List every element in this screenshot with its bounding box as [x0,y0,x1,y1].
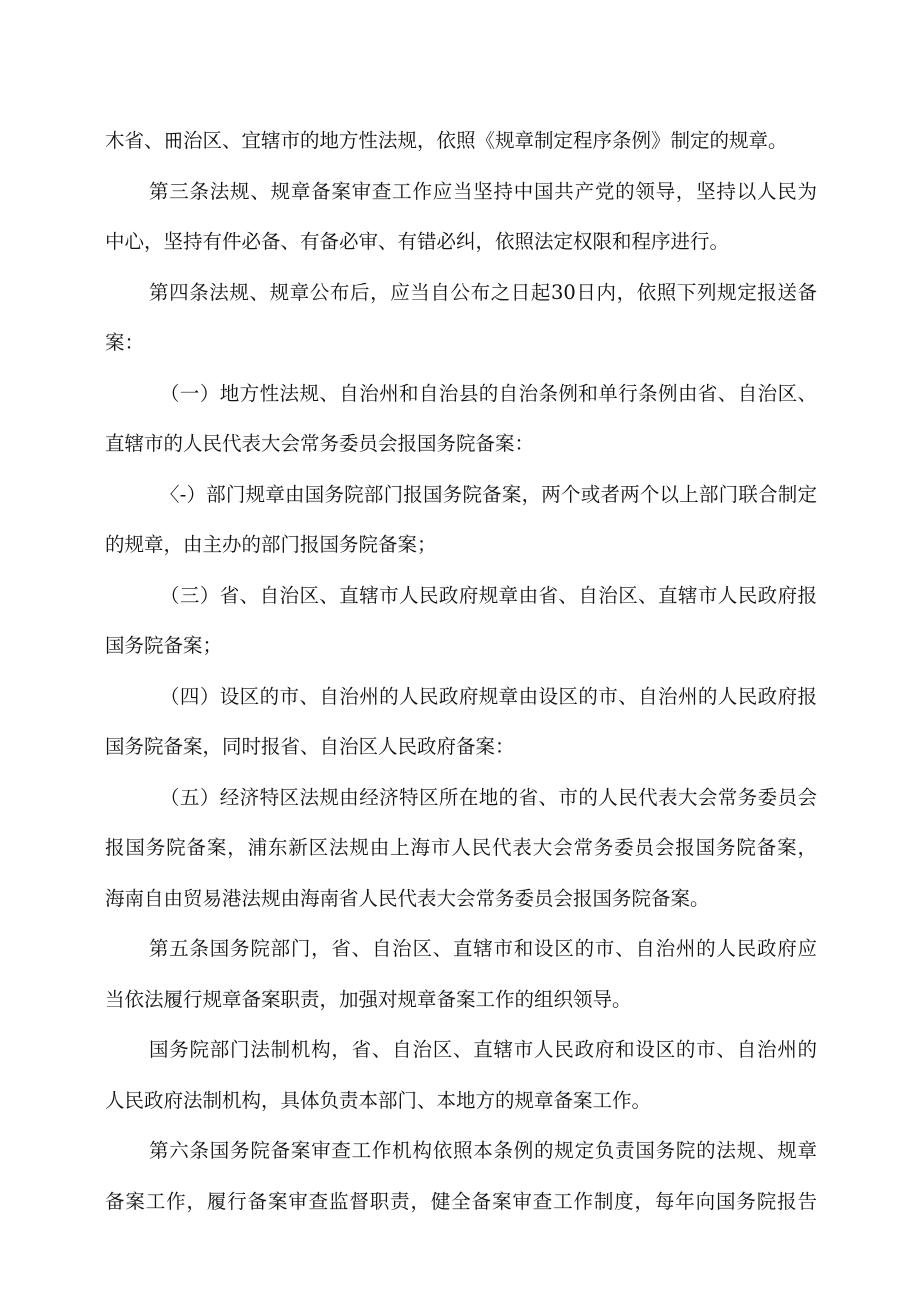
paragraph-line: 第六条国务院备案审查工作机构依照本条例的规定负责国务院的法规、规章 [149,1139,817,1162]
paragraph-line: （四）设区的市、自治州的人民政府规章由设区的市、自治州的人民政府报 [160,685,817,708]
paragraph-line: 案： [105,331,145,354]
paragraph-line: 海南自由贸易港法规由海南省人民代表大会常务委员会报国务院备案。 [105,887,710,910]
paragraph-line: 第四条法规、规章公布后，应当自公布之日起30日内，依照下列规定报送备 [149,281,817,304]
paragraph-line: 报国务院备案，浦东新区法规由上海市人民代表大会常务委员会报国务院备案， [105,836,817,859]
paragraph-line: 国务院备案； [105,634,223,657]
paragraph-line: 国务院部门法制机构，省、自治区、直辖市人民政府和设区的市、自治州的 [149,1038,817,1061]
paragraph-line: 第三条法规、规章备案审查工作应当坚持中国共产党的领导，坚持以人民为 [149,180,817,203]
paragraph-line: 直辖市的人民代表大会常务委员会报国务院备案： [105,432,535,455]
paragraph-line: 备案工作，履行备案审查监督职责，健全备案审查工作制度，每年向国务院报告 [105,1190,817,1213]
paragraph-line: （一）地方性法规、自治州和自治县的自治条例和单行条例由省、自治区、 [160,382,817,405]
paragraph-line: 当依法履行规章备案职责，加强对规章备案工作的组织领导。 [105,988,632,1011]
paragraph-line: （五）经济特区法规由经济特区所在地的省、市的人民代表大会常务委员会 [160,786,817,809]
paragraph-line: 木省、𠕁治区、宜辖市的地方性法规，依照《规章制定程序条例》制定的规章。 [105,129,788,152]
paragraph-line: 第五条国务院部门，省、自治区、直辖市和设区的市、自治州的人民政府应 [149,937,817,960]
paragraph-line: 〈-）部门规章由国务院部门报国务院备案，两个或者两个以上部门联合制定 [160,483,817,506]
paragraph-line: 人民政府法制机构，具体负责本部门、本地方的规章备案工作。 [105,1089,652,1112]
paragraph-line: 国务院备案，同时报省、自治区人民政府备案： [105,735,515,758]
paragraph-line: （三）省、自治区、直辖市人民政府规章由省、自治区、直辖市人民政府报 [160,584,817,607]
paragraph-line: 的规章，由主办的部门报国务院备案； [105,533,437,556]
paragraph-line: 中心，坚持有件必备、有备必审、有错必纠，依照法定权限和程序进行。 [105,230,730,253]
